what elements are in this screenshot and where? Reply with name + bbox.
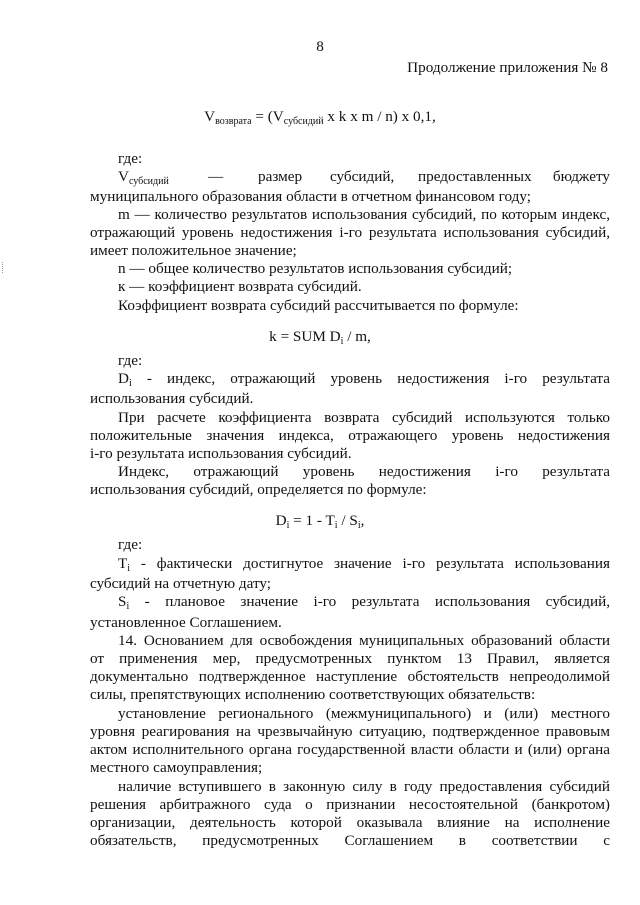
paragraph-positive-cont: положительные значения индекса, отражающего уровень недостижения (90, 427, 610, 444)
paragraph-regional: установление регионального (межмуниципального) и (или) местного (118, 705, 610, 722)
paragraph-regional-line4: местного самоуправления; (90, 759, 263, 776)
definition-m-end: имеет положительное значение; (90, 242, 297, 259)
definition-s: $S_i$ - плановое значение i-го результата использования субсидий, (118, 593, 610, 611)
coefficient-text: Коэффициент возврата субсидий рассчитывается по формуле: (118, 297, 519, 314)
definition-n: n — общее количество результатов использования субсидий; (118, 260, 513, 277)
paragraph-arbitration-line2: решения арбитражного суда о признании несостоятельной (банкротом) (90, 796, 610, 813)
definition-t-cont: субсидий на отчетную дату; (90, 575, 272, 592)
appendix-header: Продолжение приложения № 8 (407, 59, 608, 76)
paragraph-positive: При расчете коэффициента возврата субсидий используются только (118, 409, 610, 426)
definition-s-cont: установленное Соглашением. (90, 614, 282, 631)
where-label: где: (118, 150, 143, 167)
paragraph-regional-line3: актом исполнительного органа государственной власти области и (или) органа (90, 741, 610, 758)
paragraph-positive-end: i-го результата использования субсидий. (90, 445, 352, 462)
definition-v-cont: муниципального образования области в отчетном финансовом году; (90, 188, 531, 205)
paragraph-14-line2: от применения мер, предусмотренных пунктом 13 Правил, является (90, 650, 610, 667)
definition-k: к — коэффициент возврата субсидий. (118, 278, 362, 295)
page-number: 8 (316, 38, 324, 55)
paragraph-index: Индекс, отражающий уровень недостижения i-го результата (118, 463, 610, 480)
margin-mark (2, 262, 6, 273)
formula-coefficient: k = SUM $D_i$ / m, (269, 328, 371, 347)
paragraph-arbitration-line3: организации, деятельность которой оказывала влияние на исполнение (90, 814, 610, 831)
where-label: где: (118, 536, 143, 553)
paragraph-index-cont: использования субсидий, определяется по формуле: (90, 481, 427, 498)
definition-d-cont: использования субсидий. (90, 390, 254, 407)
definition-m: m — количество результатов использования субсидий, по которым индекс, (118, 206, 610, 223)
where-label: где: (118, 352, 143, 369)
document-page: 8 Продолжение приложения № 8 $V_{возврата} = (V_{субсидий}$ x k x m / n) x 0,1, где: $V_{субсидий}$ — размер субсидий, предоставленных бюджету муниципального образования области в отчетном финансовом году; m — количество результатов использования субсидий, по которым индекс, отражающий уровень недостижения i-го результата использования субсидий, имеет положительное значение; n — общее количество результатов использования субсидий; к — коэффициент возврата субсидий. Коэффициент возврата субсидий рассчитывается по формуле: k = SUM $D_i$ / m, где: $D_i$ - индекс, отражающий уровень недостижения i-го результата использования субсидий. При расчете коэффициента возврата субсидий используются только положительные значения индекса, отражающего уровень недостижения i-го результата использования субсидий. Индекс, отражающий уровень недостижения i-го результата использования субсидий, определяется по формуле: $D_i = 1 - T_i / S_i$, где: $T_i$ - фактически достигнутое значение i-го результата использования субсидий на отчетную дату; $S_i$ - плановое значение i-го результата использования субсидий, установленное Соглашением. 14. Основанием для освобождения муниципальных образований области от применения мер, предусмотренных пунктом 13 Правил, является документально подтвержденное наступление обстоятельств непреодолимой силы, препятствующих исполнению соответствующих обязательств: установление регионального (межмуниципального) и (или) местного уровня реагирования на чрезвычайную ситуацию, подтвержденное правовым актом исполнительного органа государственной власти области и (или) органа местного самоуправления; наличие вступившего в законную силу в году предоставления субсидий решения арбитражного суда о признании несостоятельной (банкротом) организации, деятельность которой оказывала влияние на исполнение обязательств, предусмотренных Соглашением в соответствии с (0, 0, 640, 905)
formula-return-amount: $V_{возврата} = (V_{субсидий}$ x k x m / n) x 0,1, (204, 108, 436, 127)
paragraph-arbitration-line4: обязательств, предусмотренных Соглашением в соответствии с (90, 832, 610, 849)
definition-t: $T_i$ - фактически достигнутое значение i-го результата использования (118, 555, 610, 573)
paragraph-arbitration: наличие вступившего в законную силу в году предоставления субсидий (118, 778, 610, 795)
paragraph-14: 14. Основанием для освобождения муниципальных образований области (118, 632, 610, 649)
definition-d: $D_i$ - индекс, отражающий уровень недостижения i-го результата (118, 370, 610, 388)
definition-m-cont: отражающий уровень недостижения i-го результата использования субсидий, (90, 224, 610, 241)
paragraph-14-line4: силы, препятствующих исполнению соответствующих обязательств: (90, 686, 536, 703)
paragraph-14-line3: документально подтвержденное наступление обстоятельств непреодолимой (90, 668, 610, 685)
paragraph-regional-line2: уровня реагирования на чрезвычайную ситуацию, подтвержденное правовым (90, 723, 610, 740)
formula-index: $D_i = 1 - T_i / S_i$, (275, 512, 365, 531)
